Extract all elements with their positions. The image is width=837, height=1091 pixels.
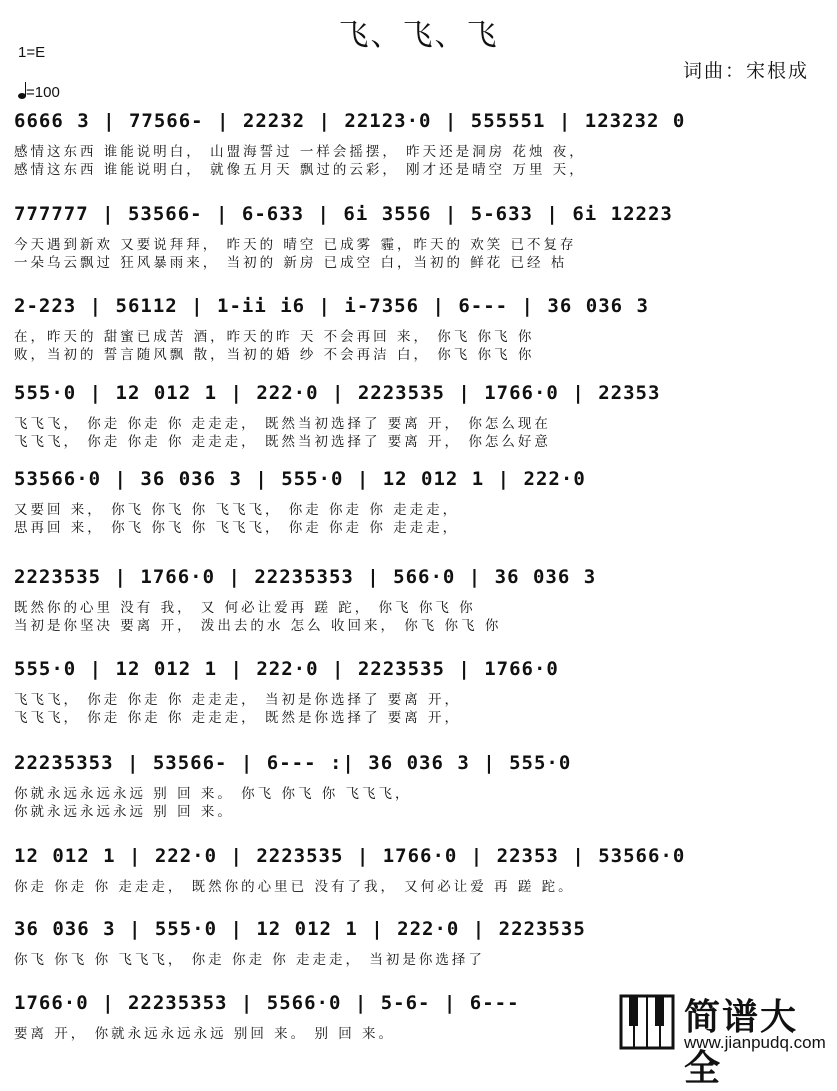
- lyric-verse-1: 飞飞飞， 你走 你走 你 走走走， 当初是你选择了 要离 开，: [14, 692, 462, 708]
- lyric-verse-1: 你就永远永远永远 别 回 来。 你飞 你飞 你 飞飞飞，: [14, 786, 412, 802]
- lyric-verse-1: 你走 你走 你 走走走， 既然你的心里已 没有了我， 又何必让爱 再 蹉 跎。: [14, 879, 575, 895]
- site-logo: [618, 989, 833, 1089]
- notation-line: 2223535 | 1766·0 | 22235353 | 566·0 | 36 036 3: [14, 566, 597, 588]
- lyric-verse-2: 败，当初的 誓言随风飘 散，当初的婚 纱 不会再洁 白， 你飞 你飞 你: [14, 347, 535, 363]
- lyric-verse-2: 感情这东西 谁能说明白， 就像五月天 飘过的云彩， 刚才还是晴空 万里 天，: [14, 162, 586, 178]
- notation-line: 6666 3 | 77566- | 22232 | 22123·0 | 555551 | 123232 0: [14, 110, 686, 132]
- song-title: 飞、飞、飞: [338, 18, 499, 53]
- lyric-verse-1: 要离 开， 你就永远永远永远 别回 来。 别 回 来。: [14, 1026, 396, 1042]
- lyric-verse-1: 既然你的心里 没有 我， 又 何必让爱再 蹉 跎， 你飞 你飞 你: [14, 600, 476, 616]
- notation-line: 22235353 | 53566- | 6--- :| 36 036 3 | 555·0: [14, 752, 572, 774]
- notation-line: 555·0 | 12 012 1 | 222·0 | 2223535 | 1766·0 | 22353: [14, 382, 661, 404]
- lyric-verse-1: 又要回 来， 你飞 你飞 你 飞飞飞， 你走 你走 你 走走走，: [14, 502, 460, 518]
- tempo-marking: [18, 84, 60, 101]
- lyric-verse-2: 思再回 来， 你飞 你飞 你 飞飞飞， 你走 你走 你 走走走，: [14, 520, 460, 536]
- notation-line: 777777 | 53566- | 6-633 | 6i 3556 | 5-633 | 6i 12223: [14, 203, 673, 225]
- notation-line: 555·0 | 12 012 1 | 222·0 | 2223535 | 1766·0: [14, 658, 559, 680]
- logo-url: www.jianpudq.com: [684, 1033, 826, 1052]
- notation-line: 36 036 3 | 555·0 | 12 012 1 | 222·0 | 2223535: [14, 918, 586, 940]
- lyric-verse-1: 你飞 你飞 你 飞飞飞， 你走 你走 你 走走走， 当初是你选择了: [14, 952, 485, 968]
- notation-line: 2-223 | 56112 | 1-ii i6 | i-7356 | 6--- | 36 036 3: [14, 295, 649, 317]
- lyric-verse-1: 在，昨天的 甜蜜已成苦 酒，昨天的昨 天 不会再回 来， 你飞 你飞 你: [14, 329, 535, 345]
- lyricist-composer-credit: 词曲：宋根成: [682, 60, 809, 82]
- notation-line: 12 012 1 | 222·0 | 2223535 | 1766·0 | 22353 | 53566·0: [14, 845, 686, 867]
- piano-keys-icon: [618, 993, 676, 1051]
- lyric-verse-2: 当初是你坚决 要离 开， 泼出去的水 怎么 收回来， 你飞 你飞 你: [14, 618, 502, 634]
- lyric-verse-1: 飞飞飞， 你走 你走 你 走走走， 既然当初选择了 要离 开， 你怎么现在: [14, 416, 551, 432]
- notation-line: 1766·0 | 22235353 | 5566·0 | 5-6- | 6---: [14, 992, 520, 1014]
- lyric-verse-1: 今天遇到新欢 又要说拜拜， 昨天的 晴空 已成雾 霾，昨天的 欢笑 已不复存: [14, 237, 577, 253]
- key-signature: 1=E: [18, 44, 46, 61]
- logo-text: 简谱大全: [684, 997, 799, 1089]
- lyric-verse-2: 飞飞飞， 你走 你走 你 走走走， 既然当初选择了 要离 开， 你怎么好意: [14, 434, 551, 450]
- notation-line: 53566·0 | 36 036 3 | 555·0 | 12 012 1 | 222·0: [14, 468, 586, 490]
- lyric-verse-1: 感情这东西 谁能说明白， 山盟海誓过 一样会摇摆， 昨天还是洞房 花烛 夜，: [14, 144, 586, 160]
- quarter-note-icon: [18, 93, 26, 99]
- lyric-verse-2: 飞飞飞， 你走 你走 你 走走走， 既然是你选择了 要离 开，: [14, 710, 462, 726]
- lyric-verse-2: 一朵乌云飘过 狂风暴雨来， 当初的 新房 已成空 白，当初的 鲜花 已经 枯: [14, 255, 568, 271]
- lyric-verse-2: 你就永远永远永远 别 回 来。: [14, 804, 234, 820]
- tempo-value: =100: [26, 84, 60, 101]
